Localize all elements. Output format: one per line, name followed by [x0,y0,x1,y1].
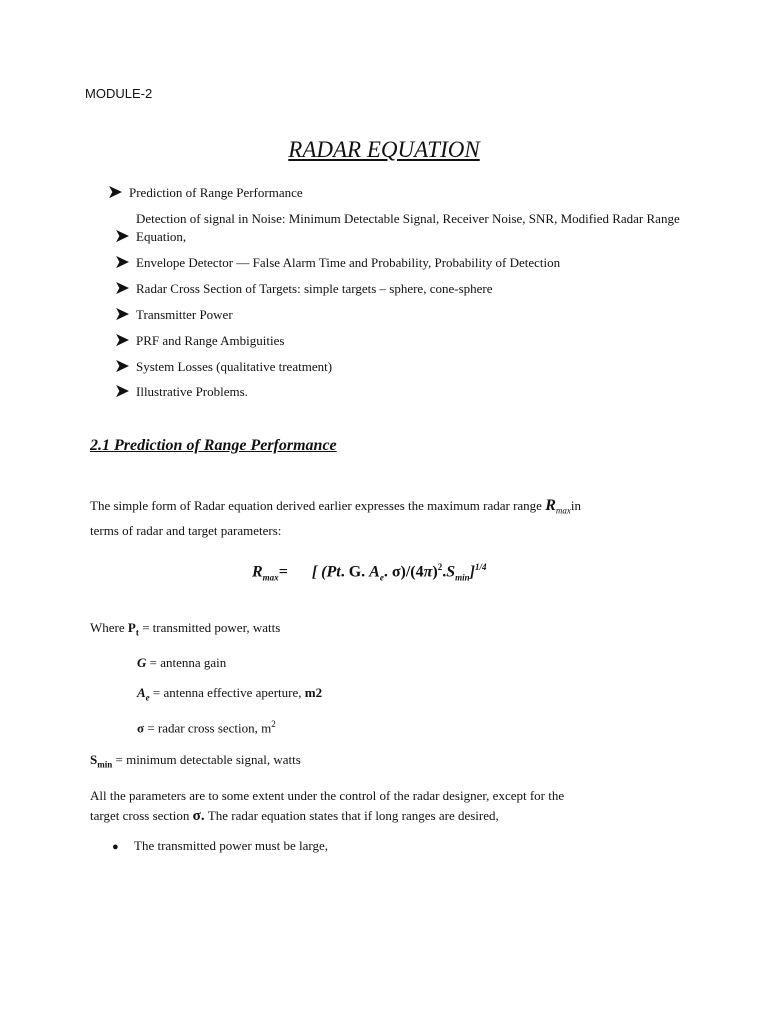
list-item [114,383,248,401]
list-item-text: System Losses (qualitative treatment) [136,359,333,374]
where-label: Where [90,620,125,635]
arrow-bullet-icon: ➤ [114,252,130,273]
list-item [114,332,284,350]
arrow-bullet-icon: ➤ [114,330,130,351]
def-ae-symbol: A [137,685,146,700]
eq-equals: = [278,563,288,581]
intro-text-line2: terms of radar and target parameters: [90,522,282,538]
list-item-text: PRF and Range Ambiguities [136,333,285,348]
para2-line2b: The radar equation states that if long ranges are desired, [204,808,499,823]
eq-pt: Pt [326,563,341,581]
para2-line1: All the parameters are to some extent under the control of the radar designer, except for the [90,788,565,803]
list-item [114,306,233,324]
list-item [107,184,303,202]
arrow-bullet-icon: ➤ [114,381,130,402]
list-item-text: Transmitter Power [136,307,233,322]
list-item-text: The transmitted power must be large, [134,838,328,853]
section-heading: 2.1 Prediction of Range Performance [90,437,337,454]
rmax-subscript: max [555,505,571,516]
eq-g: . G. [340,563,370,581]
list-item [114,210,734,246]
rmax-symbol: R [545,497,556,514]
arrow-bullet-icon: ➤ [107,182,123,203]
list-item-text: Envelope Detector — False Alarm Time and Probability, Probability of Detection [136,255,561,270]
list-item-text: Detection of signal in Noise: Minimum Detectable Signal, Receiver Noise, SNR, Modified Radar Range Equation, [136,211,680,244]
arrow-bullet-icon: ➤ [114,356,130,377]
def-ae-sub: e [145,692,150,703]
eq-lhs-sub: max [262,572,279,583]
def-smin-text: = minimum detectable signal, watts [112,752,301,767]
eq-ae: A [369,563,380,581]
def-sigma [137,719,276,736]
list-item-text: Radar Cross Section of Targets: simple targets – sphere, cone-sphere [136,281,493,296]
def-smin [90,752,301,770]
list-item [112,838,328,854]
def-pt-sub: t [135,627,139,638]
radar-equation [252,562,486,583]
eq-pi: π [423,563,433,581]
eq-sigma-part: . σ)/(4 [383,563,424,581]
def-g-symbol: G [137,655,147,670]
list-item [114,280,493,298]
eq-lhs: R [252,563,263,581]
eq-close-sq: ) [432,563,438,581]
def-smin-sub: min [97,759,113,770]
eq-exp2: 2 [437,562,443,572]
eq-ae-sub: e [379,572,384,583]
def-ae [137,685,322,703]
module-label: MODULE-2 [85,86,153,101]
def-sigma-symbol: σ [137,720,145,736]
def-g-text: = antenna gain [146,655,227,670]
list-item [114,358,332,376]
eq-dot: . [442,563,447,581]
intro-text-end: in [570,498,581,513]
eq-exp: 1/4 [474,562,487,572]
list-item-text: Illustrative Problems. [136,384,248,399]
arrow-bullet-icon: ➤ [114,278,130,299]
para2-line2a: target cross section [90,808,190,823]
list-item-text: Prediction of Range Performance [129,185,303,200]
intro-paragraph [90,496,690,540]
page-title: RADAR EQUATION [288,137,480,162]
intro-text: The simple form of Radar equation derived earlier expresses the maximum radar range [90,498,542,513]
def-pt-text: = transmitted power, watts [138,620,281,635]
def-ae-text: = antenna effective aperture, [149,685,305,700]
eq-s: S [446,563,456,581]
para2-sigma: σ. [192,808,205,824]
def-smin-symbol: S [90,752,98,767]
eq-close: ] [469,563,475,581]
eq-s-sub: min [455,572,470,583]
arrow-bullet-icon: ➤ [114,226,130,247]
dot-bullet-icon: ● [112,841,119,853]
def-pt-symbol: P [127,620,136,635]
def-pt [90,620,280,638]
arrow-bullet-icon: ➤ [114,304,130,325]
list-item [114,254,560,272]
eq-open: [ ( [311,563,327,581]
def-ae-unit: m2 [304,685,323,700]
def-sigma-exp: 2 [271,719,276,729]
def-sigma-text: = radar cross section, m [144,720,272,736]
parameters-paragraph [90,786,690,826]
def-g [137,655,226,671]
